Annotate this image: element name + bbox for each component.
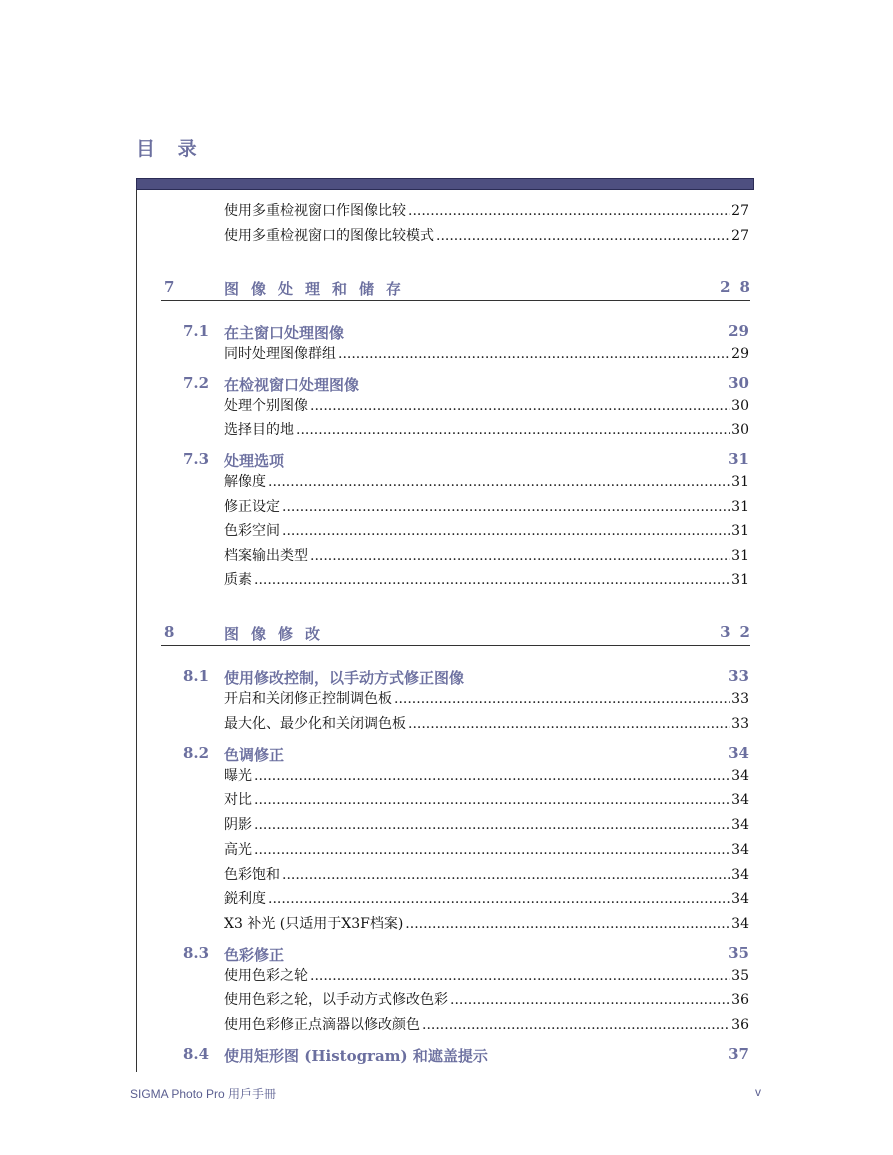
chapter-title: 图像处理和储存 [224,280,414,298]
toc-entry-page: 33 [731,691,749,707]
toc-leader-dots [254,816,730,834]
toc-entry-page: 36 [731,1017,749,1033]
section-title: 色调修正 [224,746,285,764]
toc-entry-page: 34 [731,817,749,833]
toc-entry-page: 34 [731,792,749,808]
toc-entry-title: 档案输出类型 [224,548,308,564]
section-title: 在检视窗口处理图像 [224,376,360,394]
toc-leader-dots [394,690,730,708]
toc-entry-title: 色彩饱和 [224,867,280,883]
toc-entry-title: 质素 [224,572,252,588]
toc-leader-dots [450,991,730,1009]
toc-leader-dots [282,866,730,884]
toc-entry-title: 使用色彩之轮，以手动方式修改色彩 [224,992,448,1008]
section-title: 使用矩形图 (Histogram) 和遮盖提示 [224,1047,488,1065]
toc-entry-page: 33 [731,716,749,732]
toc-entry-page: 27 [731,228,749,244]
section-title: 色彩修正 [224,946,285,964]
toc-section[interactable] [0,322,893,342]
toc-entry-page: 31 [731,499,749,515]
toc-entry-page: 29 [731,346,749,362]
section-page: 34 [728,744,749,762]
toc-leader-dots [408,202,730,220]
toc-entry[interactable] [224,522,749,540]
toc-entry[interactable] [224,690,749,708]
toc-entry-page: 34 [731,891,749,907]
toc-section[interactable] [0,374,893,394]
toc-entry[interactable] [224,397,749,415]
toc-entry-page: 31 [731,572,749,588]
toc-entry-page: 31 [731,523,749,539]
toc-section[interactable] [0,450,893,470]
toc-entry[interactable] [224,571,749,589]
toc-entry[interactable] [224,791,749,809]
toc-leader-dots [405,915,730,933]
section-title: 处理选项 [224,452,285,470]
toc-leader-dots [422,1016,730,1034]
toc-leader-dots [310,547,730,565]
toc-chapter[interactable] [0,278,893,302]
toc-section[interactable] [0,1045,893,1065]
toc-entry[interactable] [224,841,749,859]
toc-entry-title: 解像度 [224,474,266,490]
toc-entry-page: 34 [731,916,749,932]
toc-entry[interactable] [224,991,749,1009]
toc-entry-title: 修正设定 [224,499,280,515]
chapter-number: 7 [164,278,175,296]
page-title: 目 录 [136,138,205,160]
toc-entry-title: 处理个别图像 [224,398,308,414]
toc-entry-page: 35 [731,968,749,984]
toc-entry[interactable] [224,715,749,733]
toc-leader-dots [254,791,730,809]
chapter-title: 图像修改 [224,625,333,643]
toc-leader-dots [310,967,730,985]
toc-entry-title: 使用多重检视窗口作图像比较 [224,203,406,219]
toc-leader-dots [268,473,730,491]
chapter-number: 8 [164,623,175,641]
toc-entry[interactable] [224,890,749,908]
toc-entry[interactable] [224,227,749,245]
section-number: 7.2 [183,374,210,392]
toc-entry[interactable] [224,547,749,565]
section-page: 30 [728,374,749,392]
toc-entry[interactable] [224,421,749,439]
toc-entry[interactable] [224,473,749,491]
toc-leader-dots [254,841,730,859]
toc-leader-dots [254,767,730,785]
toc-entry-page: 30 [731,398,749,414]
toc-entry[interactable] [224,1016,749,1034]
toc-entry-page: 27 [731,203,749,219]
section-number: 7.1 [183,322,210,340]
toc-leader-dots [436,227,730,245]
chapter-page: 32 [720,623,759,641]
toc-entry-page: 31 [731,548,749,564]
toc-entry-title: X3 补光 (只适用于X3F档案) [224,916,404,932]
toc-chapter[interactable] [0,623,893,647]
toc-entry-title: 选择目的地 [224,422,294,438]
toc-entry[interactable] [224,816,749,834]
footer-manual-name: SIGMA Photo Pro 用戶手冊 [130,1087,277,1101]
toc-entry[interactable] [224,767,749,785]
toc-leader-dots [408,715,730,733]
toc-entry-title: 同时处理图像群组 [224,346,336,362]
toc-leader-dots [254,571,730,589]
toc-leader-dots [282,498,730,516]
section-page: 33 [728,667,749,685]
section-page: 37 [728,1045,749,1063]
toc-entry-title: 使用色彩之轮 [224,968,308,984]
section-number: 7.3 [183,450,210,468]
toc-entry-page: 36 [731,992,749,1008]
section-page: 31 [728,450,749,468]
toc-entry-title: 使用多重检视窗口的图像比较模式 [224,228,434,244]
toc-entry[interactable] [224,967,749,985]
toc-leader-dots [268,890,730,908]
toc-section[interactable] [0,744,893,764]
toc-section[interactable] [0,667,893,687]
toc-entry[interactable] [224,915,749,933]
section-title: 在主窗口处理图像 [224,324,345,342]
toc-leader-dots [310,397,730,415]
toc-entry-title: 高光 [224,842,252,858]
toc-entry-title: 阴影 [224,817,252,833]
toc-entry-title: 曝光 [224,768,252,784]
toc-entry[interactable] [224,866,749,884]
section-number: 8.4 [183,1045,210,1063]
section-number: 8.1 [183,667,210,685]
toc-entry-page: 34 [731,768,749,784]
toc-entry[interactable] [224,498,749,516]
section-page: 29 [728,322,749,340]
toc-entry-title: 对比 [224,792,252,808]
toc-entry[interactable] [224,202,749,220]
chapter-rule [161,645,750,646]
toc-entry-title: 色彩空间 [224,523,280,539]
toc-leader-dots [282,522,730,540]
toc-leader-dots [296,421,730,439]
footer-page-number: v [755,1085,761,1099]
toc-section[interactable] [0,944,893,964]
toc-entry-title: 鋭利度 [224,891,266,907]
section-title: 使用修改控制，以手动方式修正图像 [224,669,465,687]
toc-entry-title: 最大化、最少化和关闭调色板 [224,716,406,732]
toc-entry-page: 34 [731,842,749,858]
toc-entry[interactable] [224,345,749,363]
toc-entry-title: 使用色彩修正点滴器以修改颜色 [224,1017,420,1033]
toc-leader-dots [338,345,730,363]
section-number: 8.3 [183,944,210,962]
toc-entry-title: 开启和关闭修正控制调色板 [224,691,392,707]
toc-entry-page: 34 [731,867,749,883]
toc-entry-page: 30 [731,422,749,438]
chapter-rule [161,300,750,301]
chapter-page: 28 [720,278,759,296]
toc-entry-page: 31 [731,474,749,490]
section-number: 8.2 [183,744,210,762]
section-page: 35 [728,944,749,962]
